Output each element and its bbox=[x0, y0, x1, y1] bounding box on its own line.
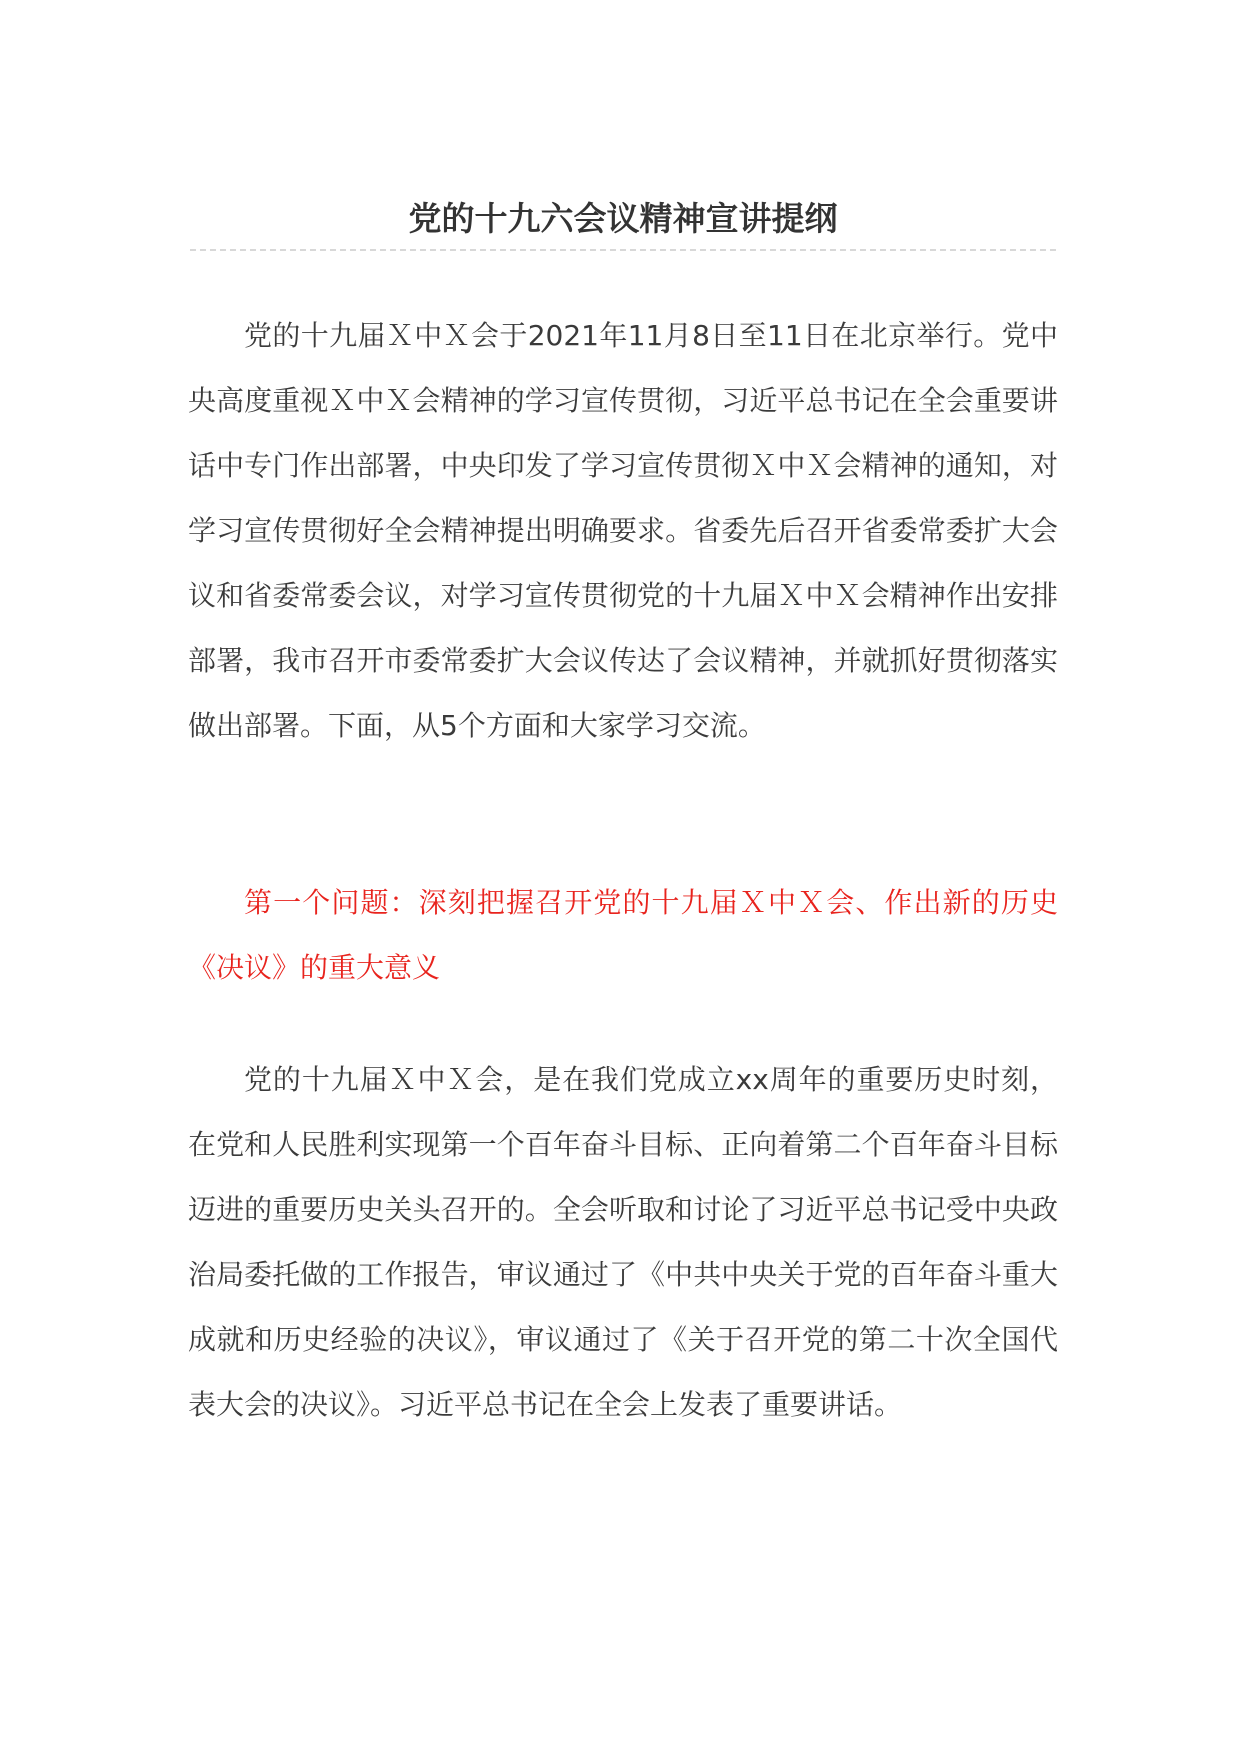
intro-paragraph: 党的十九届Ｘ中Ｘ会于2021年11月8日至11日在北京举行。党中央高度重视Ｘ中Ｘ会精神的学习宣传贯彻，习近平总书记在全会重要讲话中专门作出部署，中央印发了学习宣传贯彻Ｘ中Ｘ会精神的通知，对学习宣传贯彻好全会精神提出明确要求。省委先后召开省委常委扩大会议和省委常委会议，对学习宣传贯彻党的十九届Ｘ中Ｘ会精神作出安排部署，我市召开市委常委扩大会议传达了会议精神，并就抓好贯彻落实做出部署。下面，从5个方面和大家学习交流。 bbox=[188, 319, 1058, 742]
title-divider bbox=[190, 249, 1056, 251]
section-heading: 第一个问题：深刻把握召开党的十九届Ｘ中Ｘ会、作出新的历史《决议》的重大意义 bbox=[188, 886, 1058, 984]
document-title: 党的十九六会议精神宣讲提纲 bbox=[408, 199, 838, 239]
body-paragraph: 党的十九届Ｘ中Ｘ会，是在我们党成立xx周年的重要历史时刻，在党和人民胜利实现第一个百年奋斗目标、正向着第二个百年奋斗目标迈进的重要历史关头召开的。全会听取和讨论了习近平总书记受中央政治局委托做的工作报告，审议通过了《中共中央关于党的百年奋斗重大成就和历史经验的决议》，审议通过了《关于召开党的第二十次全国代表大会的决议》。习近平总书记在全会上发表了重要讲话。 bbox=[188, 1063, 1058, 1421]
